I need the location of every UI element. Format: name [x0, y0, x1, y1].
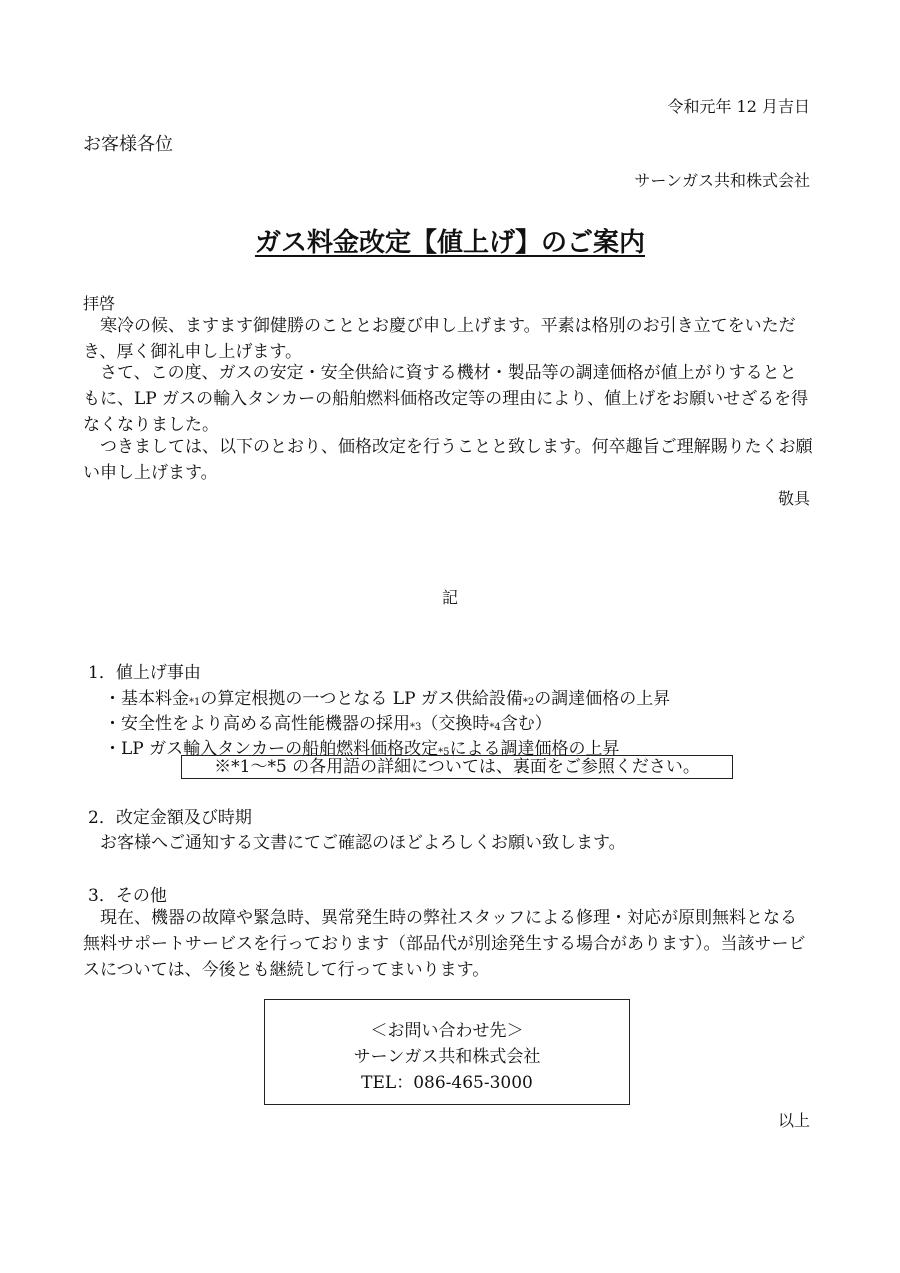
greeting: 拝啓	[83, 294, 116, 313]
addressee: お客様各位	[83, 134, 173, 155]
footnote-marker: *4	[489, 722, 501, 733]
closing: 敬具	[777, 489, 810, 508]
document-title-text: ガス料金改定【値上げ】のご案内	[254, 228, 645, 258]
bullet-1-part-c: の調達価格の上昇	[534, 689, 671, 709]
paragraph-1: 寒冷の候、ますます御健勝のこととお慶び申し上げます。平素は格別のお引き立てをいただき、厚く御礼申し上げます。	[83, 316, 796, 362]
section-3-text: 現在、機器の故障や緊急時、異常発生時の弊社スタッフによる修理・対応が原則無料となる無料サポートサービスを行っております（部品代が別途発生する場合があります）。当該サービスについては、今後とも継続して行ってまいります。	[83, 908, 806, 980]
footnote-marker: *5	[438, 747, 450, 758]
bullet-2-part-a: ・安全性をより高める高性能機器の採用	[104, 714, 410, 734]
footnote-marker: *2	[522, 697, 535, 708]
bullet-1-part-b: の算定根拠の一つとなる LP ガス供給設備	[200, 689, 523, 709]
section-1-heading: 1．値上げ事由	[88, 663, 201, 683]
bullet-2-part-b: （交換時	[421, 714, 490, 734]
bullet-1-part-a: ・基本料金	[104, 689, 189, 709]
bullet-3-part-b: による調達価格の上昇	[449, 739, 620, 759]
document-date: 令和元年 12 月吉日	[667, 97, 810, 116]
ki-heading: 記	[441, 588, 458, 607]
section-2-text: お客様へご通知する文書にてご確認のほどよろしくお願い致します。	[100, 833, 626, 853]
end-mark: 以上	[777, 1111, 810, 1130]
contact-box	[264, 999, 630, 1105]
footnote-marker: *1	[189, 697, 201, 708]
bullet-2-part-c: 含む）	[500, 714, 552, 734]
sender-company: サーンガス共和株式会社	[634, 171, 810, 190]
bullet-3-part-a: ・LP ガス輸入タンカーの船舶燃料価格改定	[104, 739, 439, 759]
paragraph-3: つきましては、以下のとおり、価格改定を行うことと致します。何卒趣旨ご理解賜りたくお願い申し上げます。	[83, 437, 813, 483]
section-3-heading: 3．その他	[88, 886, 167, 906]
paragraph-2: さて、この度、ガスの安定・安全供給に資する機材・製品等の調達価格が値上がりするとともに、LP ガスの輸入タンカーの船舶燃料価格改定等の理由により、値上げをお願いせざるを得なくなりました。	[83, 363, 809, 435]
footnote-note-box: ※*1～*5 の各用語の詳細については、裏面をご参照ください。	[181, 755, 733, 779]
section-2-heading: 2．改定金額及び時期	[88, 808, 252, 828]
document-title	[0, 222, 900, 259]
bullet-2	[104, 709, 552, 734]
bullet-1	[104, 684, 670, 709]
contact-tel: TEL：086-465-3000	[361, 1073, 533, 1093]
contact-heading: ＜お問い合わせ先＞	[370, 1021, 524, 1041]
footnote-marker: *3	[410, 722, 422, 733]
contact-company: サーンガス共和株式会社	[353, 1047, 541, 1067]
